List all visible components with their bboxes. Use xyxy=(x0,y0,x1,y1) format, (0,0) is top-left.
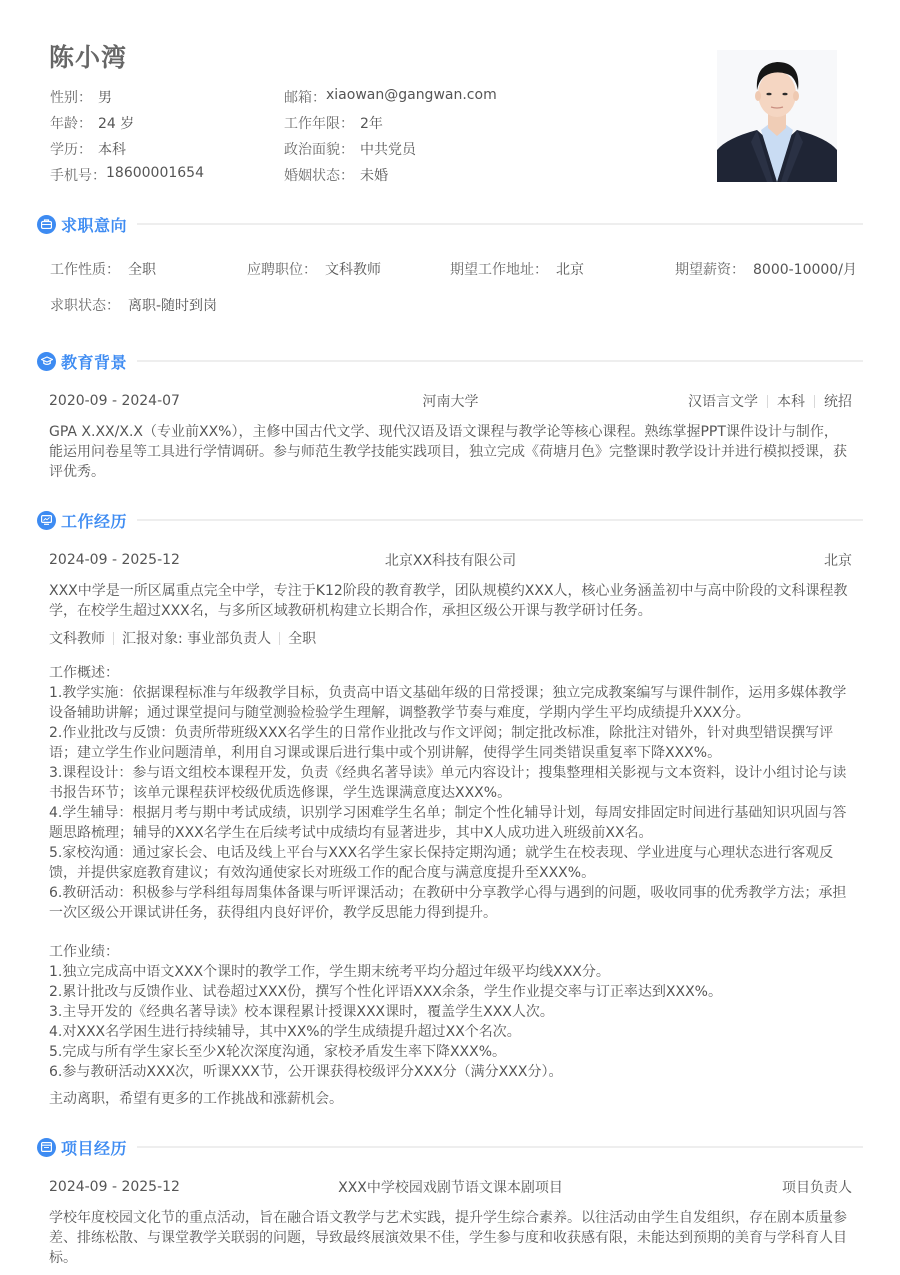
info-row xyxy=(50,136,670,162)
separator xyxy=(767,395,768,408)
phone-value: 18600001654 xyxy=(106,165,204,181)
section-header-work xyxy=(37,508,863,532)
work-tags xyxy=(49,628,316,648)
text-line: 差、排练松散、与课堂教学关联弱的问题，导致最终展演效果不佳，学生参与度和收获感有限，未能达到预期的美育与学科育人目 xyxy=(49,1230,847,1246)
marital-status-value: 未婚 xyxy=(360,168,388,184)
intention-row xyxy=(50,295,862,315)
project-name: XXX中学校园戏剧节语文课本剧项目 xyxy=(338,1180,563,1196)
position-value: 文科教师 xyxy=(325,262,381,278)
employment-type: 全职 xyxy=(288,631,317,647)
intent-label: 求职状态： xyxy=(50,298,120,314)
political-status-value: 中共党员 xyxy=(360,142,416,158)
leave-reason xyxy=(49,1089,854,1109)
text-line: 2.累计批改与反馈作业、试卷超过XXX份，撰写个性化评语XXX余条，学生作业提交率与订正率达到XXX%。 xyxy=(49,984,722,1000)
text-line: 1.教学实施：依据课程标准与年级教学目标，负责高中语文基础年级的日常授课；独立完成教案编写与课件制作，运用多媒体教学 xyxy=(49,685,847,701)
text-line: XXX中学是一所区属重点完全中学，专注于K12阶段的教育教学，团队规模约XXX人，核心业务涵盖初中与高中阶段的文科课程教 xyxy=(49,583,848,599)
graduation-cap-icon xyxy=(37,352,56,371)
gender-value: 男 xyxy=(98,90,112,106)
info-label: 手机号： xyxy=(50,168,106,184)
text-line: 设备辅助讲解；通过课堂提问与随堂测验检验学生理解，调整教学节奏与难度，学期内学生平均成绩提升XXX分。 xyxy=(49,705,750,721)
section-divider xyxy=(137,1146,863,1148)
info-label: 性别： xyxy=(50,90,92,106)
age-value: 24 岁 xyxy=(98,116,135,132)
company-name: 北京XX科技有限公司 xyxy=(384,553,517,569)
text-line: 1.独立完成高中语文XXX个课时的教学工作，学生期末统考平均分超过年级平均线XXX分。 xyxy=(49,964,610,980)
intent-label: 期望工作地址： xyxy=(450,262,548,278)
degree: 本科 xyxy=(777,394,805,410)
window-icon xyxy=(37,1138,56,1157)
section-header-intention xyxy=(37,212,863,236)
section-title: 工作经历 xyxy=(61,511,128,531)
project-role: 项目负责人 xyxy=(782,1180,852,1196)
school-name: 河南大学 xyxy=(422,394,479,410)
basic-info xyxy=(50,84,670,188)
education-value: 本科 xyxy=(98,142,126,158)
project-description xyxy=(49,1208,854,1268)
text-line: 评优秀。 xyxy=(49,464,105,480)
work-achievements xyxy=(49,942,854,1082)
salary-value: 8000-10000/月 xyxy=(753,262,857,278)
achievement-title: 工作业绩： xyxy=(49,944,119,960)
info-label: 学历： xyxy=(50,142,92,158)
work-entry-header xyxy=(49,549,852,571)
info-label: 邮箱： xyxy=(284,90,326,106)
email-value: xiaowan@gangwan.com xyxy=(326,87,497,103)
project-entry-header xyxy=(49,1176,852,1198)
text-line: 书报告环节；该单元课程获评校级优质选修课，学生选课满意度达XXX%。 xyxy=(49,785,512,801)
intention-row xyxy=(50,259,862,279)
info-row xyxy=(50,110,670,136)
text-line: 6.参与教研活动XXX次，听课XXX节，公开课获得校级评分XXX分（满分XXX分）。 xyxy=(49,1064,563,1080)
info-label: 婚姻状态： xyxy=(284,168,354,184)
candidate-name: 陈小湾 xyxy=(49,43,128,72)
education-meta xyxy=(688,391,852,411)
separator xyxy=(113,632,114,645)
info-label: 工作年限： xyxy=(284,116,354,132)
text-line: GPA X.XX/X.X（专业前XX%），主修中国古代文学、现代汉语及语文课程与教学论等核心课程。熟练掌握PPT课件设计与制作， xyxy=(49,424,838,440)
info-label: 年龄： xyxy=(50,116,92,132)
overview-title: 工作概述： xyxy=(49,665,119,681)
work-years-value: 2年 xyxy=(360,116,383,132)
text-line: 3.主导开发的《经典名著导读》校本课程累计授课XXX课时，覆盖学生XXX人次。 xyxy=(49,1004,554,1020)
briefcase-icon xyxy=(37,215,56,234)
education-description xyxy=(49,422,854,482)
text-line: 4.学生辅导：根据月考与期中考试成绩，识别学习困难学生名单；制定个性化辅导计划，每周安排固定时间进行基础知识巩固与答 xyxy=(49,805,847,821)
section-divider xyxy=(137,223,863,225)
text-line: 学校年度校园文化节的重点活动，旨在融合语文教学与艺术实践，提升学生综合素养。以往活动由学生自发组织，存在剧本质量参 xyxy=(49,1210,847,1226)
work-period: 2024-09 - 2025-12 xyxy=(49,552,180,568)
text-line: 一次区级公开课试讲任务，获得组内良好评价，教学反思能力得到提升。 xyxy=(49,905,497,921)
section-header-project xyxy=(37,1135,863,1159)
text-line: 6.教研活动：积极参与学科组每周集体备课与听评课活动；在教研中分享教学心得与遇到的问题，吸收同事的优秀教学方法；承担 xyxy=(49,885,847,901)
text-line: 4.对XXX名学困生进行持续辅导，其中XX%的学生成绩提升超过XX个名次。 xyxy=(49,1024,521,1040)
text-line: 馈，并提供家庭教育建议；有效沟通使家长对班级工作的配合度与满意度提升至XXX%。 xyxy=(49,865,596,881)
job-type-value: 全职 xyxy=(128,262,156,278)
work-location: 北京 xyxy=(824,553,852,569)
monitor-icon xyxy=(37,511,56,530)
text-line: 5.完成与所有学生家长至少X轮次深度沟通，家校矛盾发生率下降XXX%。 xyxy=(49,1044,507,1060)
project-period: 2024-09 - 2025-12 xyxy=(49,1179,180,1195)
location-value: 北京 xyxy=(556,262,584,278)
intent-label: 工作性质： xyxy=(50,262,120,278)
section-divider xyxy=(137,519,863,521)
section-title: 项目经历 xyxy=(61,1138,128,1158)
text-line: 主动离职，希望有更多的工作挑战和涨薪机会。 xyxy=(49,1091,343,1107)
company-description xyxy=(49,581,854,621)
report-to: 汇报对象: 事业部负责人 xyxy=(122,631,272,647)
text-line: 标。 xyxy=(49,1250,77,1266)
info-row xyxy=(50,162,670,188)
text-line: 能运用问卷星等工具进行学情调研。参与师范生教学技能实践项目，独立完成《荷塘月色》完整课时教学设计并进行模拟授课，获 xyxy=(49,444,847,460)
section-title: 教育背景 xyxy=(61,352,128,372)
text-line: 2.作业批改与反馈：负责所带班级XXX名学生的日常作业批改与作文评阅；制定批改标准，除批注对错外，针对典型错误撰写评 xyxy=(49,725,834,741)
education-entry-header xyxy=(49,390,852,412)
section-header-education xyxy=(37,349,863,373)
info-row xyxy=(50,84,670,110)
text-line: 5.家校沟通：通过家长会、电话及线上平台与XXX名学生家长保持定期沟通；就学生在校表现、学业进度与心理状态进行客观反 xyxy=(49,845,834,861)
job-title: 文科教师 xyxy=(49,631,105,647)
separator xyxy=(279,632,280,645)
intent-label: 应聘职位： xyxy=(247,262,317,278)
work-overview xyxy=(49,663,854,923)
text-line: 学，在校学生超过XXX名，与多所区域教研机构建立长期合作，承担区级公开课与教学研讨任务。 xyxy=(49,603,652,619)
text-line: 题思路梳理；辅导的XXX名学生在后续考试中成绩均有显著进步，其中X人成功进入班级前XX名。 xyxy=(49,825,653,841)
job-status-value: 离职-随时到岗 xyxy=(128,298,218,314)
info-label: 政治面貌： xyxy=(284,142,354,158)
text-line: 3.课程设计：参与语文组校本课程开发，负责《经典名著导读》单元内容设计；搜集整理相关影视与文本资料，设计小组讨论与读 xyxy=(49,765,847,781)
profile-photo xyxy=(717,50,837,182)
section-divider xyxy=(137,360,863,362)
enrollment-type: 统招 xyxy=(824,394,852,410)
intent-label: 期望薪资： xyxy=(675,262,745,278)
major: 汉语言文学 xyxy=(688,394,758,410)
avatar-illustration xyxy=(717,50,837,182)
separator xyxy=(814,395,815,408)
section-title: 求职意向 xyxy=(61,215,128,235)
text-line: 语；建立学生作业问题清单，利用自习课或课后进行集中或个别讲解，使得学生同类错误重复率下降XXX%。 xyxy=(49,745,722,761)
education-period: 2020-09 - 2024-07 xyxy=(49,393,180,409)
